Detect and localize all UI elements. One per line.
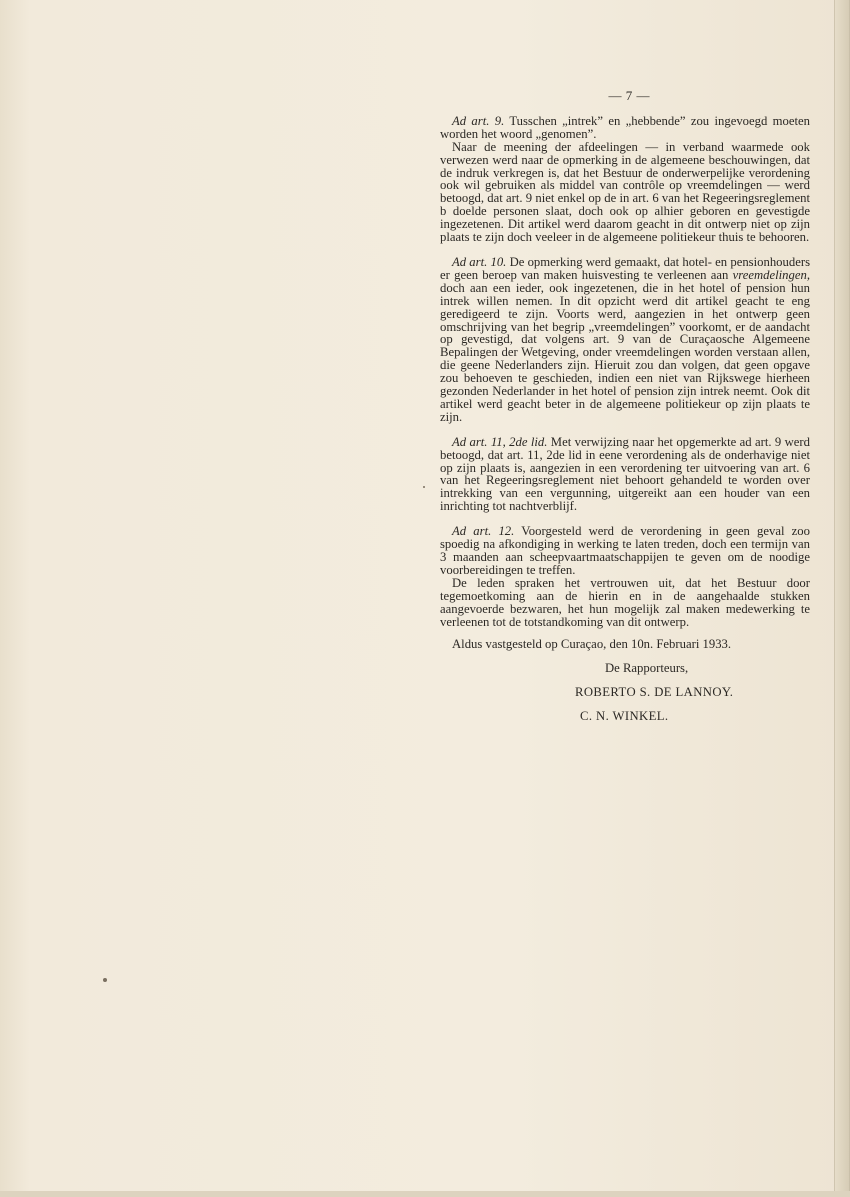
article-heading: Ad art. 11, 2de lid. xyxy=(452,434,548,449)
paper-speck xyxy=(103,978,107,982)
paragraph-text: doch aan een ieder, ook ingezetenen, die in het hotel of pension hun intrek willen nemen. In dit opzicht werd dit artikel geacht te eng geredigeerd te zijn. Voorts werd, aangezien in het ontwerp geen omschrijving van het begrip „vreemdelingen” voorkomt, er de aandacht op gevestigd, dat volgens art. 9 van de Curaçaosche Algemeene Bepalingen der Wetgeving, onder vreemdelingen worden verstaan allen, die geene Nederlanders zijn. Hieruit zou dan volgen, dat geen opgave zou behoeven te geschieden, indien een niet van Rijkswege hierheen gezonden Nederlander in het hotel of pension zijn intrek neemt. Ook dit artikel werd geacht beter in de algemeene politiekeur op zijn plaats te zijn. xyxy=(440,280,810,424)
paragraph-text: Naar de meening der afdeelingen — in verband waarmede ook verwezen werd naar de opmerking in de algemeene beschouwingen, dat de indruk verkregen is, dat het Bestuur de onderwerpelijke verordening ook wil gebruiken als middel van contrôle op vreemdelingen — werd betoogd, dat art. 9 niet enkel op de in art. 6 van het Regeeringsreglement b doelde personen slaat, doch ook op alhier geboren en gevestigde ingezetenen. Dit artikel werd daarom geacht in dit ontwerp niet op zijn plaats te zijn doch veeleer in de algemeene politiekeur thuis te behooren. xyxy=(440,139,810,245)
signatory-name: C. N. WINKEL. xyxy=(580,709,669,724)
paragraph-afdeelingen xyxy=(440,141,810,244)
paragraph-text: Voorgesteld werd de verordening in geen geval zoo spoedig na afkondiging in werking te laten treden, doch een termijn van 3 maanden aan scheepvaartmaatschappijen te geven om de noodige voorbereidingen te treffen. xyxy=(440,524,810,577)
signatory-name: ROBERTO S. DE LANNOY. xyxy=(575,685,734,700)
paper-speck xyxy=(423,486,425,488)
paragraph-text: Met verwijzing naar het opgemerkte ad art. 9 werd betoogd, dat art. 11, 2de lid in eene verordening als de onderhavige niet op zijn plaats is, aangezien in een verordening ter uitvoering van art. 6 van het Regeeringsreglement niet behoort gehandeld te worden over intrekking van een vergunning, uitgereikt aan een houder van een inrichting tot nachtverblijf. xyxy=(440,434,810,514)
article-heading: Ad art. 12. xyxy=(452,524,515,539)
paragraph-text: De leden spraken het vertrouwen uit, dat het Bestuur door tegemoetkoming aan de hierin en in de aangehaalde stukken aangevoerde bezwaren, het hun mogelijk zal maken medewerking te verleenen tot de totstandkoming van dit ontwerp. xyxy=(440,575,810,629)
closing-block xyxy=(440,638,810,723)
emphasis-text: vreemdelingen, xyxy=(732,267,810,282)
paragraph-text: De opmerking werd gemaakt, dat hotel- en pensionhouders er geen beroep van maken huisvesting te verleenen aan xyxy=(440,254,811,282)
paragraph-ad-art-12 xyxy=(440,525,810,577)
adoption-line: Aldus vastgesteld op Curaçao, den 10n. Februari 1933. xyxy=(452,637,732,652)
article-heading: Ad art. 10. xyxy=(452,254,507,269)
text-column xyxy=(440,90,810,734)
paragraph-text: Tusschen „intrek” en „hebbende” zou ingevoegd moeten worden het woord „genomen”. xyxy=(440,113,810,141)
page-edge-right xyxy=(834,0,849,1197)
paragraph-ad-art-10 xyxy=(440,256,810,424)
paragraph-vertrouwen xyxy=(440,577,810,629)
page-edge-bottom xyxy=(0,1191,850,1197)
paragraph-ad-art-11 xyxy=(440,436,810,513)
rapporteurs-label: De Rapporteurs, xyxy=(605,661,689,676)
paragraph-ad-art-9 xyxy=(440,115,810,141)
page-number: — 7 — xyxy=(608,88,650,103)
article-heading: Ad art. 9. xyxy=(452,113,505,128)
